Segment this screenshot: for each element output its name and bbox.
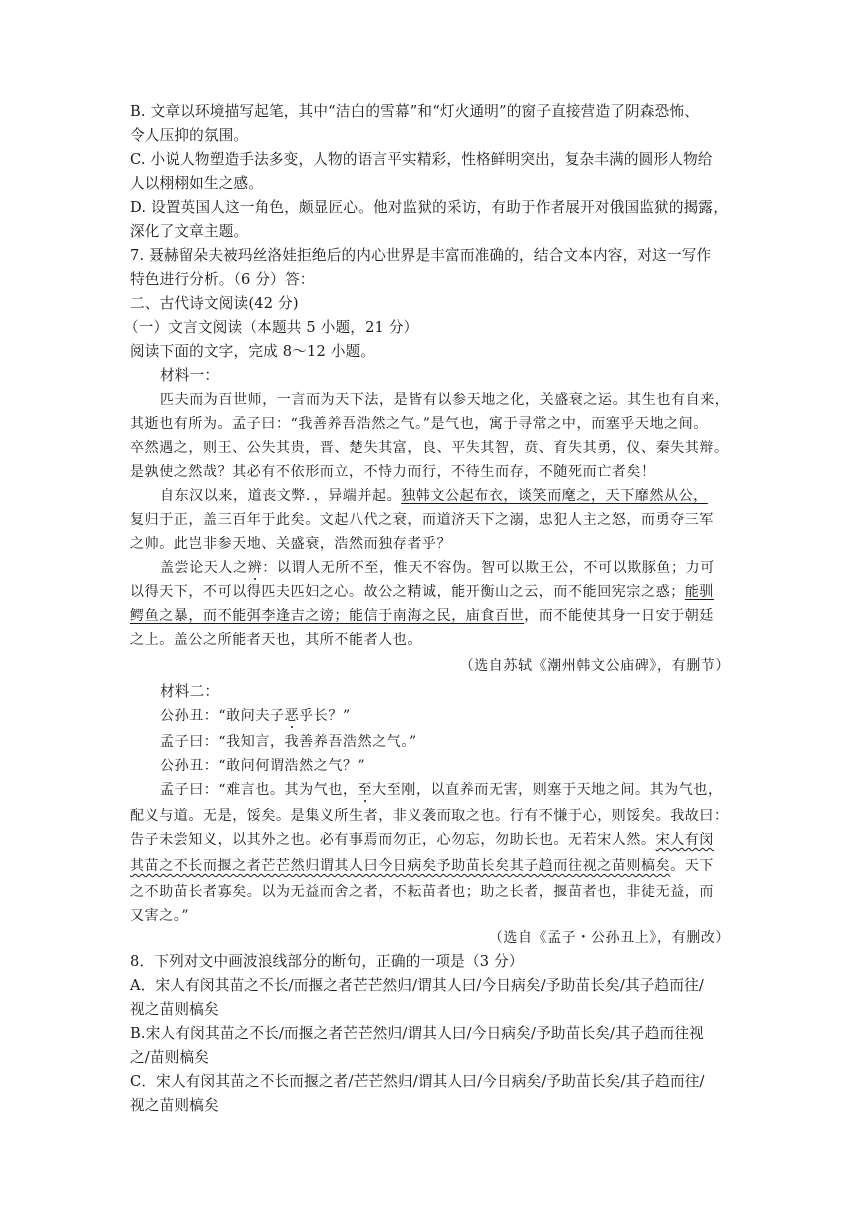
dotted-word: 恶 (284, 708, 300, 724)
text-segment: 公孙丑：“敢问夫子 (160, 708, 285, 724)
dotted-word: 至 (357, 782, 373, 798)
material1-p3-line4: 之上。盖公之所能者天也，其所不能者人也。 (130, 632, 422, 648)
material2-dialog4-line5: 之不助苗长者寡矣。以为无益而舍之者，不耘苗者也；助之长者，揠苗者也，非徒无益，而 (130, 884, 714, 900)
underlined-phrase: 独韩文公起布衣，谈笑而麾之，天下靡然从公， (401, 488, 708, 504)
material1-p2-line1 (160, 486, 760, 506)
material1-p1-line3: 卒然遇之，则王、公失其贵，晋、楚失其富，良、平失其智，贲、育失其勇，仪、秦失其辩。 (130, 440, 729, 456)
q7-line1: 7. 聂赫留朵夫被玛丝洛娃拒绝后的内心世界是丰富而准确的，结合文本内容，对这一写作 (130, 247, 712, 264)
q8-option-c-line1: C．宋人有闵其苗之不长而揠之者/芒芒然归/谓其人曰/今日病矣/予助苗长矣/其子趋而往/ (130, 1073, 705, 1090)
material1-p1-line1: 匹夫而为百世师，一言而为天下法，是皆有以参天地之化，关盛衰之运。其生也有自来， (160, 392, 730, 408)
q6-option-b-line1: B. 文章以环境描写起笔，其中“洁白的雪幕”和“灯火通明”的窗子直接营造了阴森恐怖、 (130, 103, 700, 120)
material2-dialog1 (160, 706, 760, 726)
material1-p2-line2: 复归于正，盖三百年于此矣。文起八代之衰，而道济天下之溺，忠犯人主之怒，而勇夺三军 (130, 512, 714, 528)
text-segment: 盖尝论天人之 (160, 560, 248, 576)
q8-option-a-line1: A．宋人有闵其苗之不长/而揠之者芒芒然归/谓其人曰/今日病矣/予助苗长矣/其子趋而往/ (130, 977, 705, 994)
material1-source: （选自苏轼《潮州韩文公庙碑》，有删节） (459, 658, 730, 674)
text-segment: 乎长？” (299, 708, 351, 724)
wavy-underlined-phrase: 其苗之不长而揠之者芒芒然归谓其人曰今日病矣予助苗长矣其子趋而往视之苗则槁矣 (130, 858, 671, 874)
q6-option-c-line1: C. 小说人物塑造手法多变，人物的语言平实精彩，性格鲜明突出，复杂丰满的圆形人物给 (130, 151, 713, 168)
material1-p3-line1 (160, 558, 760, 578)
material1-label: 材料一： (160, 367, 220, 384)
wavy-underlined-phrase: 宋人有闵 (655, 832, 715, 848)
material2-source: （选自《孟子・公孙丑上》，有删改） (488, 930, 730, 946)
underlined-phrase: 能驯 (684, 584, 715, 600)
dotted-word: 辨 (247, 560, 263, 576)
text-segment: 孟子曰：“难言也。其为气也， (160, 782, 358, 798)
section-title: 二、古代诗文阅读(42 分) (130, 295, 299, 312)
material1-p1-line2: 其逝也有所为。孟子曰：“我善养吾浩然之气。”是气也，寓于寻常之中，而塞乎天地之间。 (130, 416, 708, 432)
q6-option-b-line2: 令人压抑的氛围。 (130, 127, 249, 144)
material2-dialog4-line6: 又害之。” (130, 908, 190, 924)
underlined-phrase: 鳄鱼之暴，而不能弭李逢吉之谤；能信于南海之民，庙食百世 (130, 608, 525, 624)
q8-option-b-line2: 之/苗则槁矣 (130, 1049, 210, 1066)
material2-dialog2: 孟子曰：“我知言，我善养吾浩然之气。” (160, 734, 417, 750)
q8-option-a-line2: 视之苗则槁矣 (130, 1001, 219, 1018)
q7-line2: 特色进行分析。（6 分）答： (130, 271, 315, 288)
text-segment: ：以谓人无所不至，惟天不容伪。智可以欺王公，不可以欺豚鱼；力可 (262, 560, 715, 576)
material2-dialog4-line3 (130, 830, 730, 850)
q8-stem: 8．下列对文中画波浪线部分的断句，正确的一项是（3 分） (130, 953, 524, 970)
q8-option-b-line1: B.宋人有闵其苗之不长/而揠之者芒芒然归/谓其人曰/今日病矣/予助苗长矣/其子趋而往视 (130, 1025, 704, 1042)
material2-dialog4-line1 (160, 780, 760, 800)
material1-p3-line3 (130, 606, 730, 626)
material1-p1-line4: 是孰使之然哉？其必有不依形而立，不恃力而行，不待生而存，不随死而亡者矣！ (130, 464, 656, 480)
material2-dialog4-line2: 配义与道。无是，馁矣。是集义所生者，非义袭而取之也。行有不慊于心，则馁矣。我故曰： (130, 808, 729, 824)
q6-option-d-line1: D. 设置英国人这一角色，颇显匠心。他对监狱的采访，有助于作者展开对俄国监狱的揭露， (130, 199, 729, 216)
text-segment: 。天下 (670, 858, 715, 874)
text-segment: 自东汉以来，道丧文弊．，异端并起。 (160, 488, 402, 504)
material2-dialog3: 公孙丑：“敢问何谓浩然之气？” (160, 758, 366, 774)
material2-label: 材料二： (160, 683, 220, 700)
text-segment: 大至刚，以直养而无害，则塞于天地之间。其为气也， (372, 782, 723, 798)
text-segment: ，而不能使其身一日安于朝廷 (524, 608, 715, 624)
material2-dialog4-line4 (130, 856, 730, 876)
text-segment: 以得天下，不可以得匹夫匹妇之心。故公之精诚，能开衡山之云，而不能回宪宗之惑； (130, 584, 685, 600)
q6-option-d-line2: 深化了文章主题。 (130, 223, 249, 240)
text-segment: 告子未尝知义，以其外之也。必有事焉而勿正，心勿忘，勿助长也。无若宋人然。 (130, 832, 656, 848)
instructions: 阅读下面的文字，完成 8～12 小题。 (130, 343, 376, 360)
material1-p2-line3: 之帅。此岂非参天地、关盛衰，浩然而独存者乎？ (130, 536, 452, 552)
subsection-title: （一）文言文阅读（本题共 5 小题，21 分） (124, 319, 419, 336)
q8-option-c-line2: 视之苗则槁矣 (130, 1097, 219, 1114)
material1-p3-line2 (130, 582, 730, 602)
q6-option-c-line2: 人以栩栩如生之感。 (130, 175, 264, 192)
